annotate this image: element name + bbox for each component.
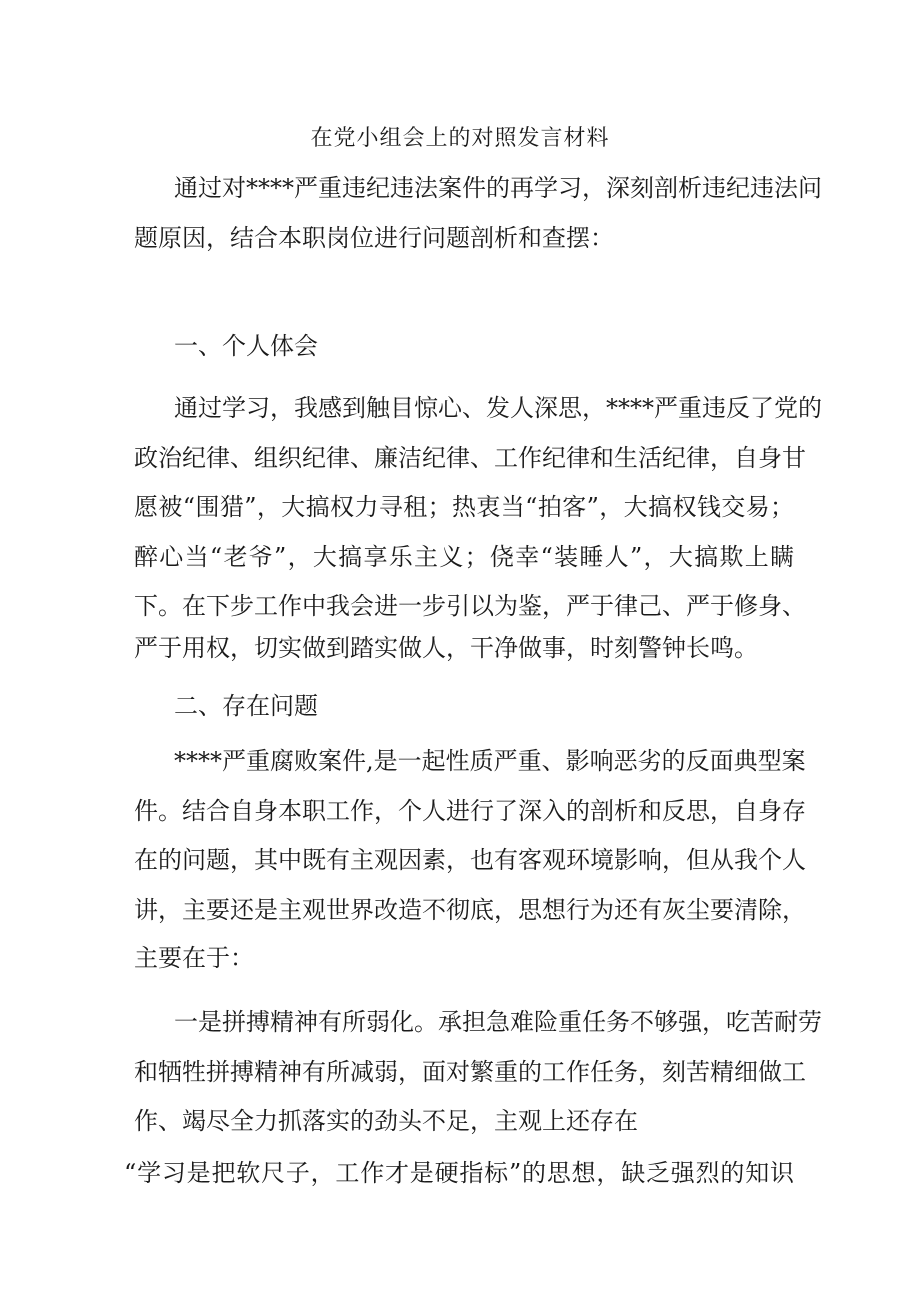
text-line: 题原因，结合本职岗位进行问题剖析和查摆： xyxy=(134,224,614,252)
text-line: 在的问题，其中既有主观因素，也有客观环境影响，但从我个人 xyxy=(134,846,806,874)
document-title: 在党小组会上的对照发言材料 xyxy=(310,126,610,151)
section-heading-1: 一、个人体会 xyxy=(174,332,318,360)
text-line: 醉心当“老爷”，大搞享乐主义；侥幸“装睡人”，大搞欺上瞒 xyxy=(134,543,794,571)
text-line: 通过对****严重违纪违法案件的再学习，深刻剖析违纪违法问 xyxy=(174,174,822,202)
text-line: 主要在于： xyxy=(134,944,254,972)
text-line: 和牺牲拼搏精神有所减弱，面对繁重的工作任务，刻苦精细做工 xyxy=(134,1058,806,1086)
text-line: 一是拼搏精神有所弱化。承担急难险重任务不够强，吃苦耐劳 xyxy=(174,1008,822,1036)
text-line: 下。在下步工作中我会进一步引以为鉴，严于律己、严于修身、 xyxy=(134,592,806,620)
text-line: “学习是把软尺子，工作才是硬指标”的思想，缺乏强烈的知识 xyxy=(124,1159,794,1187)
text-line: 政治纪律、组织纪律、廉洁纪律、工作纪律和生活纪律，自身甘 xyxy=(134,444,806,472)
section-heading-2: 二、存在问题 xyxy=(174,692,318,720)
text-line: 严于用权，切实做到踏实做人，干净做事，时刻警钟长鸣。 xyxy=(134,634,758,662)
text-line: 通过学习，我感到触目惊心、发人深思，****严重违反了党的 xyxy=(174,394,822,422)
text-line: 讲，主要还是主观世界改造不彻底，思想行为还有灰尘要清除， xyxy=(134,896,806,924)
text-line: 件。结合自身本职工作，个人进行了深入的剖析和反思，自身存 xyxy=(134,797,806,825)
text-line: 作、竭尽全力抓落实的劲头不足，主观上还存在 xyxy=(134,1107,638,1135)
text-line: 愿被“围猎”，大搞权力寻租；热衷当“拍客”，大搞权钱交易； xyxy=(134,493,794,521)
text-line: ****严重腐败案件,是一起性质严重、影响恶劣的反面典型案 xyxy=(174,747,806,775)
